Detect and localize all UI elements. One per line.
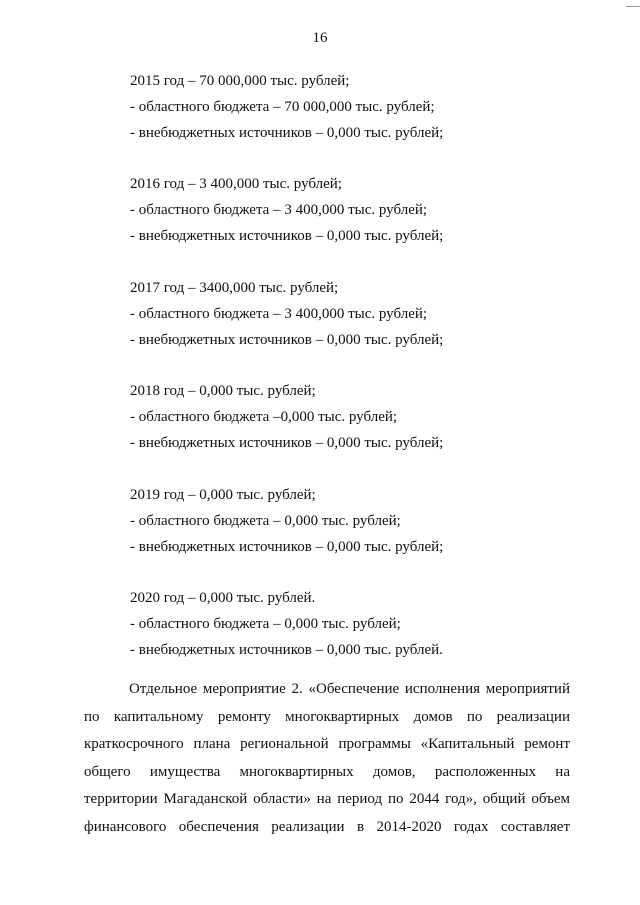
funding-total: 2016 год – 3 400,000 тыс. рублей; xyxy=(130,176,342,192)
funding-block-2015 xyxy=(130,68,443,146)
funding-total: 2017 год – 3400,000 тыс. рублей; xyxy=(130,280,339,296)
funding-extrabudgetary: - внебюджетных источников – 0,000 тыс. рублей; xyxy=(130,539,444,555)
paragraph-line: по капитальному ремонту многоквартирных домов по реализации xyxy=(84,708,570,725)
funding-regional-budget: - областного бюджета – 0,000 тыс. рублей; xyxy=(130,513,401,529)
funding-extrabudgetary: - внебюджетных источников – 0,000 тыс. рублей; xyxy=(130,228,444,244)
funding-extrabudgetary: - внебюджетных источников – 0,000 тыс. рублей. xyxy=(130,642,443,658)
funding-total: 2015 год – 70 000,000 тыс. рублей; xyxy=(130,73,350,89)
paragraph-line: финансового обеспечения реализации в 2014-2020 годах составляет xyxy=(84,818,570,835)
funding-total: 2018 год – 0,000 тыс. рублей; xyxy=(130,383,316,399)
funding-block-2018 xyxy=(130,378,443,456)
paragraph-line: краткосрочного плана региональной программы «Капитальный ремонт xyxy=(84,736,570,752)
funding-extrabudgetary: - внебюджетных источников – 0,000 тыс. рублей; xyxy=(130,332,444,348)
paragraph-line: территории Магаданской области» на период по 2044 год», общий объем xyxy=(84,791,570,807)
paragraph-line: общего имущества многоквартирных домов, расположенных на xyxy=(84,763,570,780)
funding-extrabudgetary: - внебюджетных источников – 0,000 тыс. рублей; xyxy=(130,125,444,141)
body-paragraph xyxy=(84,676,570,841)
funding-block-2019 xyxy=(130,482,443,560)
funding-total: 2019 год – 0,000 тыс. рублей; xyxy=(130,487,316,503)
funding-block-2020 xyxy=(130,585,443,663)
page-number: 16 xyxy=(312,30,328,46)
funding-regional-budget: - областного бюджета – 3 400,000 тыс. рублей; xyxy=(130,306,428,322)
funding-regional-budget: - областного бюджета –0,000 тыс. рублей; xyxy=(130,409,398,425)
paragraph-line: Отдельное мероприятие 2. «Обеспечение исполнения мероприятий xyxy=(129,681,570,697)
funding-regional-budget: - областного бюджета – 70 000,000 тыс. рублей; xyxy=(130,99,435,115)
funding-regional-budget: - областного бюджета – 3 400,000 тыс. рублей; xyxy=(130,202,428,218)
funding-extrabudgetary: - внебюджетных источников – 0,000 тыс. рублей; xyxy=(130,435,444,451)
funding-block-2017 xyxy=(130,275,443,353)
funding-block-2016 xyxy=(130,171,443,249)
funding-total: 2020 год – 0,000 тыс. рублей. xyxy=(130,590,316,606)
funding-regional-budget: - областного бюджета – 0,000 тыс. рублей; xyxy=(130,616,401,632)
corner-mark xyxy=(626,0,640,7)
